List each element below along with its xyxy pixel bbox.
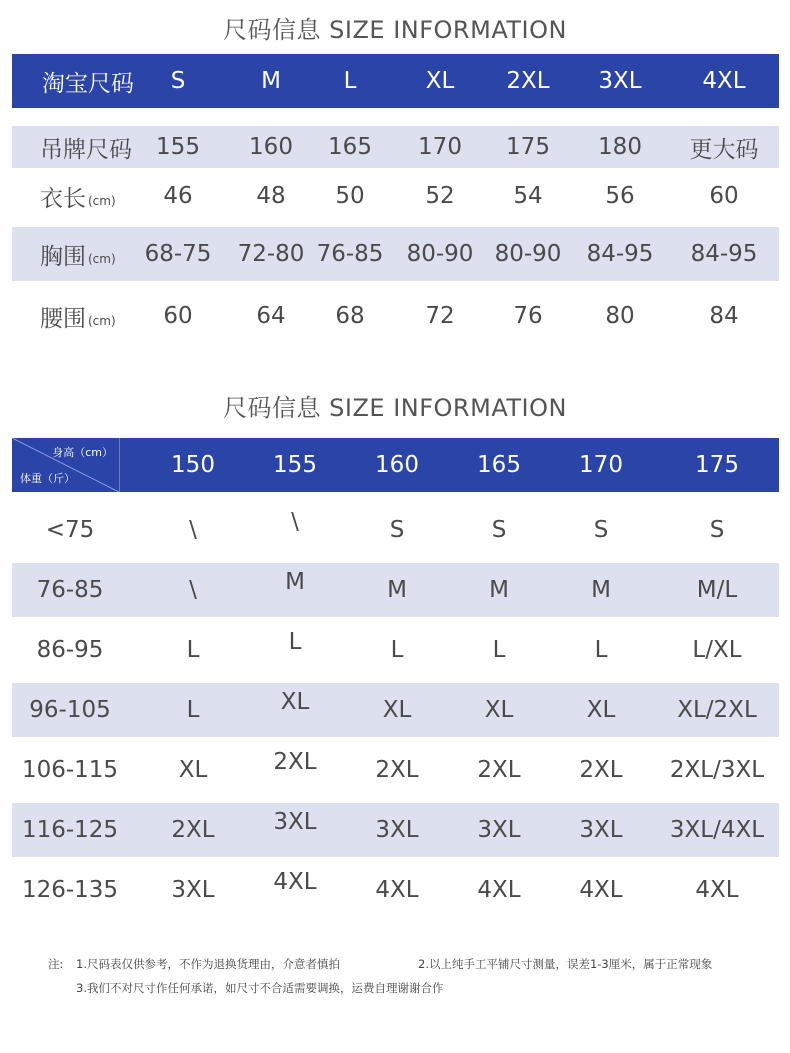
size-cell: \ (189, 577, 197, 603)
size-cell: 3XL (375, 817, 419, 843)
table1-cell: 165 (328, 134, 372, 160)
weight-range: 106-115 (21, 757, 119, 783)
table1-row (12, 288, 779, 344)
table1-cell: 80-90 (494, 241, 562, 267)
table1-title: 尺码信息 SIZE INFORMATION (223, 16, 567, 44)
weight-range: 96-105 (29, 697, 111, 723)
size-cell: L (288, 629, 302, 655)
table2-title: 尺码信息 SIZE INFORMATION (223, 394, 567, 422)
size-cell: 3XL (171, 877, 215, 903)
size-cell: 2XL/3XL (669, 757, 765, 783)
table2-row (12, 623, 779, 677)
table1-cell: 180 (598, 134, 642, 160)
table1-cell: 46 (163, 183, 193, 209)
table1-cell: 64 (256, 303, 286, 329)
header-size: 2XL (506, 68, 550, 94)
table2-header-row (12, 438, 779, 492)
table1-cell: 170 (418, 134, 462, 160)
header-size: 4XL (702, 68, 746, 94)
header-height: 160 (375, 452, 419, 478)
header-height: 165 (477, 452, 521, 478)
table1-cell: 54 (513, 183, 543, 209)
header-size: L (343, 68, 357, 94)
table1-cell: 更大码 (689, 136, 759, 163)
table1-cell: 175 (506, 134, 550, 160)
table1-cell: 72-80 (237, 241, 305, 267)
header-height: 155 (273, 452, 317, 478)
row-label (12, 168, 152, 224)
table2-row (12, 803, 779, 857)
row-label (12, 288, 152, 344)
size-cell: 3XL (477, 817, 521, 843)
note-2: 2.以上纯手工平铺尺寸测量，误差1-3厘米，属于正常现象 (418, 957, 713, 971)
table1-header-row (12, 54, 779, 108)
table1-cell: 80 (605, 303, 635, 329)
table1-row (12, 168, 779, 224)
size-cell: 2XL (171, 817, 215, 843)
size-cell: M (489, 577, 509, 603)
table1-cell: 48 (256, 183, 286, 209)
table1-cell: 76 (513, 303, 543, 329)
size-cell: 2XL (375, 757, 419, 783)
size-cell: L (390, 637, 404, 663)
row-label-text: 腰围 (40, 305, 86, 332)
size-cell: S (491, 517, 507, 543)
corner-height-label: 身高（cm） (52, 446, 113, 459)
table2-row (12, 683, 779, 737)
table1-cell: 72 (425, 303, 455, 329)
size-cell: 3XL (579, 817, 623, 843)
size-cell: XL (178, 757, 208, 783)
table2-row (12, 563, 779, 617)
size-cell: 2XL (579, 757, 623, 783)
weight-range: 126-135 (21, 877, 119, 903)
size-cell: S (593, 517, 609, 543)
notes-prefix: 注: (48, 957, 64, 971)
header-corner (12, 438, 120, 492)
size-cell: 4XL (695, 877, 739, 903)
size-cell: M/L (696, 577, 738, 603)
note-3: 3.我们不对尺寸作任何承诺，如尺寸不合适需要调换，运费自理谢谢合作 (76, 981, 444, 995)
size-cell: S (709, 517, 725, 543)
size-cell: 4XL (375, 877, 419, 903)
size-cell: 3XL (273, 809, 317, 835)
size-cell: 2XL (273, 749, 317, 775)
table1-cell: 160 (249, 134, 293, 160)
table1-cell: 56 (605, 183, 635, 209)
table2-row (12, 863, 779, 917)
table1-row (12, 227, 779, 281)
size-cell: 4XL (477, 877, 521, 903)
size-cell: XL (586, 697, 616, 723)
table1-cell: 84-95 (586, 241, 654, 267)
size-cell: XL (484, 697, 514, 723)
size-cell: 4XL (273, 869, 317, 895)
weight-range: 76-85 (36, 577, 104, 603)
row-unit: (cm) (88, 252, 116, 266)
table1-cell: 76-85 (316, 241, 384, 267)
size-cell: \ (291, 509, 299, 535)
size-cell: M (591, 577, 611, 603)
table1-cell: 52 (425, 183, 455, 209)
row-unit: (cm) (88, 314, 116, 328)
table2-row (12, 743, 779, 797)
note-1: 1.尺码表仅供参考，不作为退换货理由，介意者慎拍 (76, 957, 340, 971)
weight-range: <75 (45, 517, 95, 543)
size-cell: L/XL (692, 637, 742, 663)
weight-range: 86-95 (36, 637, 104, 663)
size-cell: S (389, 517, 405, 543)
size-cell: L (186, 637, 200, 663)
header-label: 淘宝尺码 (42, 70, 134, 97)
header-size: 3XL (598, 68, 642, 94)
table1-cell: 68 (335, 303, 365, 329)
table1-cell: 60 (709, 183, 739, 209)
size-cell: L (186, 697, 200, 723)
header-height: 175 (695, 452, 739, 478)
table1-cell: 80-90 (406, 241, 474, 267)
table1-cell: 155 (156, 134, 200, 160)
size-cell: 2XL (477, 757, 521, 783)
header-height: 170 (579, 452, 623, 478)
row-label (12, 126, 152, 168)
size-cell: XL (280, 689, 310, 715)
size-cell: XL (382, 697, 412, 723)
header-height: 150 (171, 452, 215, 478)
corner-weight-label: 体重（斤） (20, 472, 75, 485)
size-cell: M (285, 569, 305, 595)
size-cell: M (387, 577, 407, 603)
size-cell: 4XL (579, 877, 623, 903)
row-label-text: 胸围 (40, 243, 86, 270)
row-label-text: 衣长 (40, 185, 86, 212)
table1-cell: 84-95 (690, 241, 758, 267)
weight-range: 116-125 (21, 817, 119, 843)
table1-cell: 50 (335, 183, 365, 209)
size-cell: L (492, 637, 506, 663)
table2-row (12, 503, 779, 557)
size-cell: L (594, 637, 608, 663)
size-cell: 3XL/4XL (669, 817, 765, 843)
header-size: S (170, 68, 186, 94)
header-size: XL (425, 68, 455, 94)
table1-cell: 68-75 (144, 241, 212, 267)
table1-cell: 84 (709, 303, 739, 329)
table1-cell: 60 (163, 303, 193, 329)
size-cell: XL/2XL (677, 697, 757, 723)
table1-row (12, 126, 779, 168)
header-size: M (261, 68, 281, 94)
row-label (12, 227, 152, 281)
row-label-text: 吊牌尺码 (40, 136, 132, 163)
row-unit: (cm) (88, 194, 116, 208)
size-cell: \ (189, 517, 197, 543)
